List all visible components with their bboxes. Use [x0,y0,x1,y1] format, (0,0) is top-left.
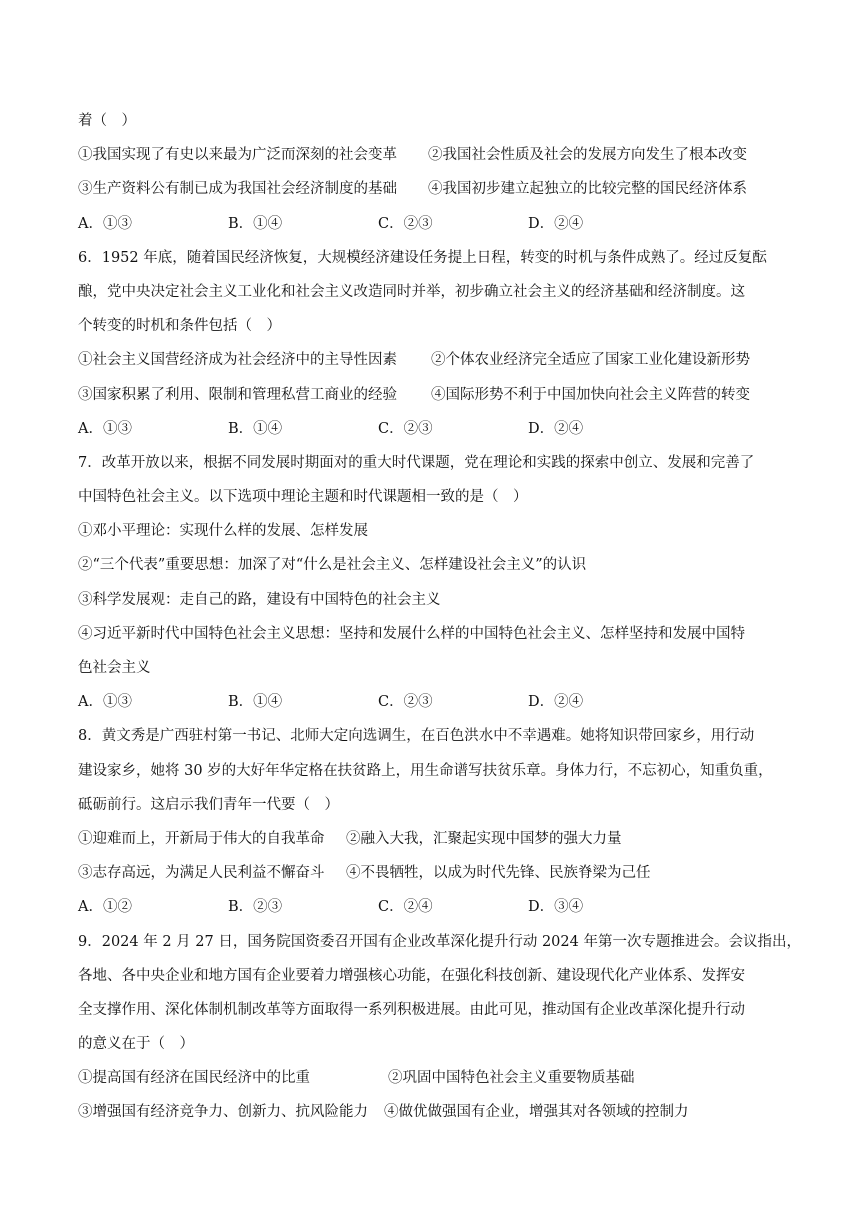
q5-option-b[interactable]: B．①④ [228,215,283,232]
q6-choices-row-2 [78,378,798,412]
q7-options [78,685,798,719]
q9-stem-line: 各地、各中央企业和地方国有企业要着力增强核心功能，在强化科技创新、建设现代化产业体系、发挥安 [78,967,745,984]
q5-choices-row-2 [78,172,798,206]
q9-choices-row-1 [78,1061,798,1095]
q8-option-a[interactable]: A．①② [78,899,132,916]
q8-option-c[interactable]: C．②④ [378,899,433,916]
q5-choices-row-1 [78,138,798,172]
q5-option-d[interactable]: D．②④ [528,215,584,232]
q6-choice-4: ④国际形势不利于中国加快向社会主义阵营的转变 [431,386,750,403]
q8-choices-row-2 [78,856,798,890]
q8-choices-row-1 [78,822,798,856]
q5-option-a[interactable]: A．①③ [78,215,132,232]
q7-stem-line: 7．改革开放以来，根据不同发展时期面对的重大时代课题，党在理论和实践的探索中创立、发展和完善了 [78,454,755,471]
q7-choice-4-cont: 色社会主义 [78,660,151,676]
q5-choice-1: ①我国实现了有史以来最为广泛而深刻的社会变革 [78,147,397,164]
q8-choice-3: ③志存高远，为满足人民利益不懈奋斗 [78,865,325,882]
q6-choices-row-1 [78,343,798,377]
q5-choice-4: ④我国初步建立起独立的比较完整的国民经济体系 [428,181,747,198]
q7-option-a[interactable]: A．①③ [78,694,132,711]
document-page [78,104,801,1130]
q5-choice-2: ②我国社会性质及社会的发展方向发生了根本改变 [428,147,747,164]
q7-choice-2: ②“三个代表”重要思想：加深了对“什么是社会主义、怎样建设社会主义”的认识 [78,557,587,574]
q8-stem-line: 建设家乡，她将 30 岁的大好年华定格在扶贫路上，用生命谱写扶贫乐章。身体力行，不忘初心，知重负重， [78,762,773,779]
q6-option-c[interactable]: C．②③ [378,420,433,437]
q8-stem-line: 8．黄文秀是广西驻村第一书记、北师大定向选调生，在百色洪水中不幸遇难。她将知识带回家乡，用行动 [78,728,755,745]
q8-choice-2: ②融入大我，汇聚起实现中国梦的强大力量 [346,830,622,847]
q8-choice-4: ④不畏牺牲，以成为时代先锋、民族脊梁为己任 [346,865,651,882]
q7-option-d[interactable]: D．②④ [528,694,584,711]
q6-option-d[interactable]: D．②④ [528,420,584,437]
q7-choice-1: ①邓小平理论：实现什么样的发展、怎样发展 [78,523,368,540]
q8-stem-line: 砥砺前行。这启示我们青年一代要（ ） [78,796,339,813]
q9-choice-2: ②巩固中国特色社会主义重要物质基础 [388,1070,635,1087]
q6-option-a[interactable]: A．①③ [78,420,132,437]
q6-choice-2: ②个体农业经济完全适应了国家工业化建设新形势 [431,352,750,369]
q6-options [78,412,798,446]
q7-option-b[interactable]: B．①④ [228,694,283,711]
q7-choice-4: ④习近平新时代中国特色社会主义思想：坚持和发展什么样的中国特色社会主义、怎样坚持和发展中国特 [78,625,745,642]
q8-option-d[interactable]: D．③④ [528,899,584,916]
q9-choice-1: ①提高国有经济在国民经济中的比重 [78,1070,310,1087]
q6-option-b[interactable]: B．①④ [228,420,283,437]
q9-stem-line: 全支撑作用、深化体制机制改革等方面取得一系列积极进展。由此可见，推动国有企业改革深化提升行动 [78,1001,745,1018]
q7-option-c[interactable]: C．②③ [378,694,433,711]
q8-choice-1: ①迎难而上，开新局于伟大的自我革命 [78,830,325,847]
q9-stem-line: 的意义在于（ ） [78,1036,194,1053]
q5-options [78,207,798,241]
q6-choice-3: ③国家积累了利用、限制和管理私营工商业的经验 [78,386,397,403]
q6-stem-line: 6．1952 年底，随着国民经济恢复，大规模经济建设任务提上日程，转变的时机与条件成熟了。经过反复酝 [78,249,767,266]
q6-stem-line: 酿，党中央决定社会主义工业化和社会主义改造同时并举，初步确立社会主义的经济基础和经济制度。这 [78,283,745,300]
q8-options [78,890,798,924]
q5-choice-3: ③生产资料公有制已成为我国社会经济制度的基础 [78,181,397,198]
q7-choice-3: ③科学发展观：走自己的路，建设有中国特色的社会主义 [78,591,441,608]
q6-stem-line: 个转变的时机和条件包括（ ） [78,318,281,335]
q5-option-c[interactable]: C．②③ [378,215,433,232]
q5-stem-tail: 着（ ） [78,113,136,129]
q9-choice-4: ④做优做强国有企业，增强其对各领域的控制力 [384,1104,689,1121]
q6-choice-1: ①社会主义国营经济成为社会经济中的主导性因素 [78,352,397,369]
q9-choices-row-2 [78,1095,798,1129]
q9-choice-3: ③增强国有经济竞争力、创新力、抗风险能力 [78,1104,368,1121]
q9-stem-line: 9．2024 年 2 月 27 日，国务院国资委召开国有企业改革深化提升行动 2024 年第一次专题推进会。会议指出， [78,933,801,950]
q8-option-b[interactable]: B．②③ [228,899,283,916]
q7-stem-line: 中国特色社会主义。以下选项中理论主题和时代课题相一致的是（ ） [78,489,528,506]
